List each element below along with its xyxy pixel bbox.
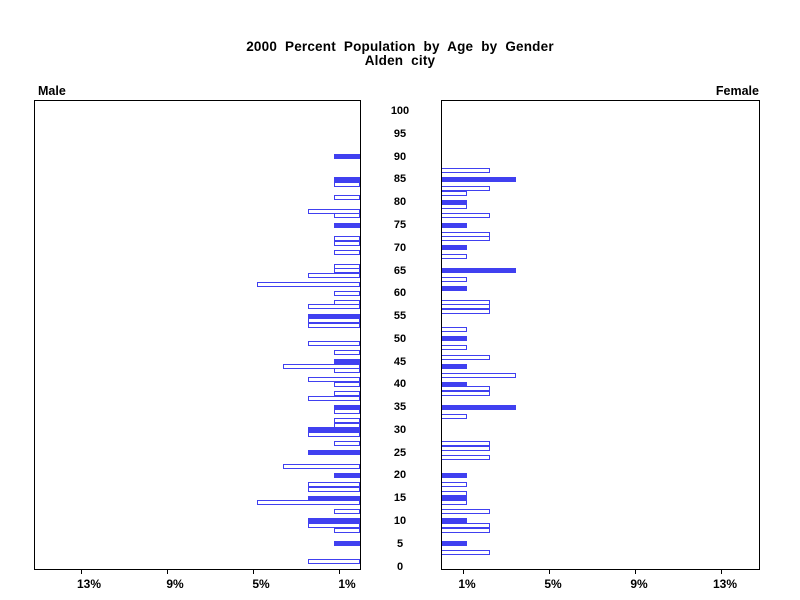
age-tick-label-5: 5: [396, 538, 404, 550]
age-tick-label-85: 85: [393, 173, 407, 185]
age-tick-label-70: 70: [393, 242, 407, 254]
age-tick-label-10: 10: [393, 515, 407, 527]
age-tick-label-60: 60: [393, 287, 407, 299]
age-tick-label-20: 20: [393, 469, 407, 481]
chart-title: 2000 Percent Population by Age by Gender: [246, 39, 554, 54]
female-x-tick-label-13: 13%: [712, 577, 738, 591]
female-x-tick-label-1: 1%: [458, 577, 476, 591]
age-tick-label-30: 30: [393, 424, 407, 436]
age-tick-label-80: 80: [393, 196, 407, 208]
male-x-tick-label-1: 1%: [338, 577, 356, 591]
age-tick-label-90: 90: [393, 151, 407, 163]
age-tick-label-100: 100: [390, 105, 410, 117]
male-x-tick-label-9: 9%: [166, 577, 184, 591]
female-x-tick-label-9: 9%: [630, 577, 648, 591]
male-x-tick-label-13: 13%: [76, 577, 102, 591]
age-tick-label-0: 0: [396, 561, 404, 573]
age-tick-label-25: 25: [393, 447, 407, 459]
age-tick-label-40: 40: [393, 378, 407, 390]
age-tick-label-35: 35: [393, 401, 407, 413]
age-tick-label-50: 50: [393, 333, 407, 345]
female-axis-label: Female: [715, 84, 759, 98]
age-tick-label-45: 45: [393, 356, 407, 368]
male-x-tick-label-5: 5%: [252, 577, 270, 591]
age-tick-label-55: 55: [393, 310, 407, 322]
age-tick-label-95: 95: [393, 128, 407, 140]
age-tick-label-75: 75: [393, 219, 407, 231]
age-tick-label-15: 15: [393, 492, 407, 504]
female-x-tick-label-5: 5%: [544, 577, 562, 591]
chart-subtitle: Alden city: [364, 53, 436, 68]
male-axis-label: Male: [38, 84, 66, 98]
age-tick-label-65: 65: [393, 265, 407, 277]
